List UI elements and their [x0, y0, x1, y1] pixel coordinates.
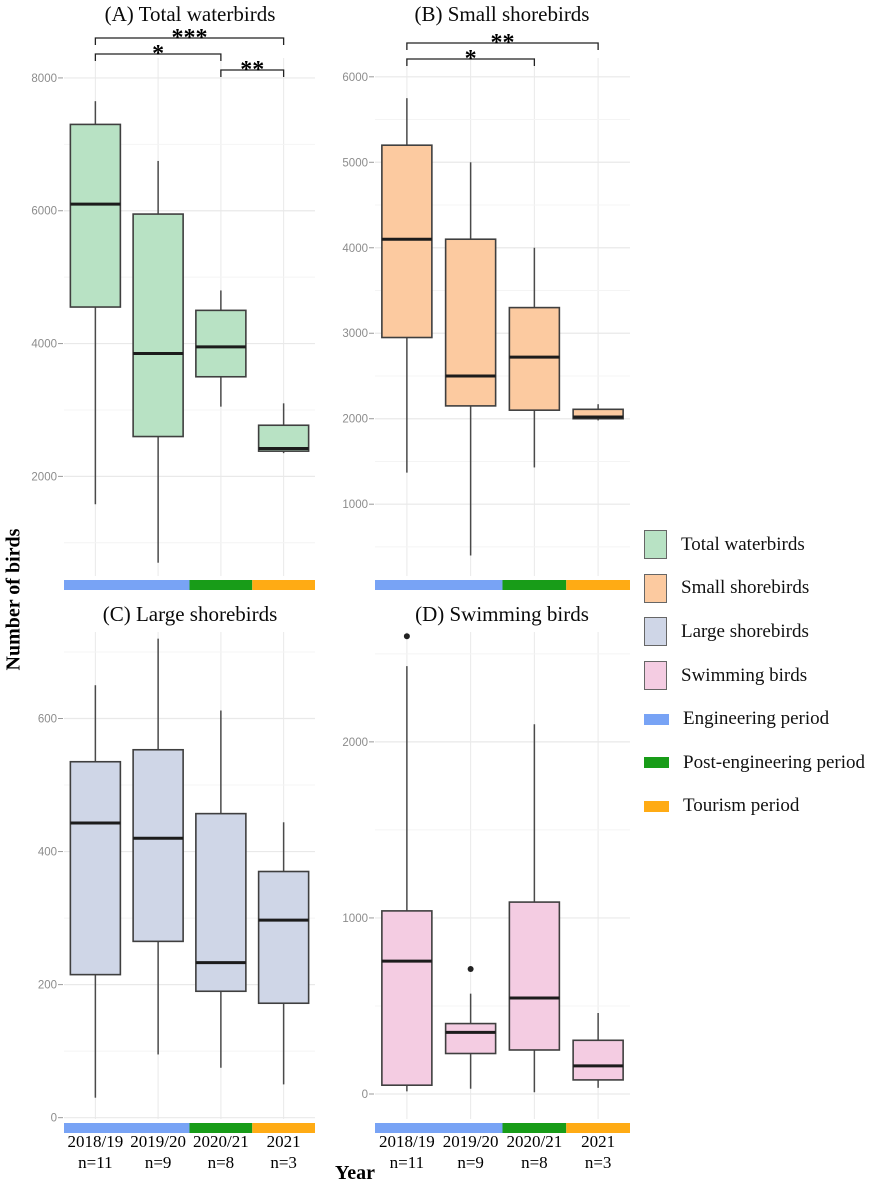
- panel-a-title: (A) Total waterbirds: [104, 2, 276, 26]
- panel-a-plot: [31, 25, 315, 590]
- y-tick-label: 1000: [342, 912, 368, 925]
- y-tick-label: 8000: [31, 72, 57, 85]
- x-category-label: 2020/21: [193, 1132, 249, 1151]
- legend-swatch-small-shorebirds: [644, 574, 667, 603]
- y-tick-label: 2000: [342, 413, 368, 426]
- legend-item-tourism-period: [644, 785, 865, 829]
- x-category-n-label: n=3: [584, 1153, 612, 1172]
- significance-label: *: [152, 41, 165, 67]
- x-category-label: 2021: [266, 1132, 301, 1151]
- legend-label-tourism-period: Tourism period: [683, 795, 800, 817]
- legend: [644, 523, 865, 828]
- panel-b-plot: [342, 30, 630, 590]
- period-bar-segment: [375, 580, 503, 590]
- boxplot-box: [133, 750, 183, 942]
- boxplot-box: [382, 145, 432, 337]
- legend-label-total-waterbirds: Total waterbirds: [681, 533, 805, 555]
- period-bar-segment: [503, 580, 567, 590]
- significance-label: **: [240, 57, 265, 83]
- x-category-label: 2019/20: [130, 1132, 186, 1151]
- outlier-point: [404, 633, 410, 639]
- significance-label: ***: [171, 25, 208, 51]
- outlier-point: [468, 966, 474, 972]
- x-category-label: 2021: [581, 1132, 616, 1151]
- x-category-n-label: n=9: [144, 1153, 172, 1172]
- y-tick-label: 4000: [31, 338, 57, 351]
- x-category-label: 2019/20: [442, 1132, 499, 1151]
- boxplot-box: [259, 872, 309, 1004]
- x-category-n-label: n=11: [389, 1153, 425, 1172]
- x-axis-title: Year: [335, 1162, 375, 1184]
- legend-swatch-engineering-period: [644, 714, 669, 725]
- x-category-label: 2018/19: [67, 1132, 124, 1151]
- x-category-label: 2018/19: [379, 1132, 435, 1151]
- legend-label-swimming-birds: Swimming birds: [681, 664, 808, 686]
- significance-label: **: [490, 30, 515, 56]
- boxplot-box: [196, 310, 246, 376]
- legend-item-swimming-birds: [644, 654, 865, 698]
- boxplot-box: [573, 1040, 623, 1080]
- legend-swatch-large-shorebirds: [644, 617, 667, 646]
- period-bar-segment: [190, 580, 253, 590]
- legend-item-small-shorebirds: [644, 567, 865, 611]
- legend-label-large-shorebirds: Large shorebirds: [681, 620, 809, 642]
- panel-b-title: (B) Small shorebirds: [414, 2, 590, 26]
- legend-swatch-post-engineering-period: [644, 757, 669, 768]
- legend-label-post-engineering-period: Post-engineering period: [683, 751, 866, 773]
- legend-swatch-swimming-birds: [644, 661, 667, 690]
- panel-d-title: (D) Swimming birds: [415, 602, 589, 626]
- period-bar-segment: [566, 580, 630, 590]
- boxplot-box: [196, 814, 246, 992]
- y-tick-label: 0: [50, 1112, 57, 1125]
- period-bar-segment: [64, 580, 190, 590]
- period-bar-segment: [252, 580, 315, 590]
- legend-swatch-total-waterbirds: [644, 530, 667, 559]
- y-tick-label: 6000: [31, 205, 57, 218]
- legend-item-total-waterbirds: [644, 523, 865, 567]
- boxplot-box: [133, 214, 183, 436]
- x-category-label: 2020/21: [506, 1132, 563, 1151]
- y-tick-label: 6000: [342, 71, 368, 84]
- x-category-n-label: n=8: [207, 1153, 235, 1172]
- y-tick-label: 2000: [31, 471, 57, 484]
- y-tick-label: 400: [37, 846, 57, 859]
- y-tick-label: 200: [37, 979, 57, 992]
- boxplot-box: [446, 1024, 496, 1054]
- significance-label: *: [464, 46, 477, 72]
- y-axis-title: Number of birds: [2, 528, 25, 671]
- legend-item-engineering-period: [644, 697, 865, 741]
- panel-c-plot: [38, 632, 315, 1172]
- panel-c-title: (C) Large shorebirds: [102, 602, 278, 626]
- legend-label-engineering-period: Engineering period: [683, 708, 830, 730]
- y-tick-label: 600: [37, 713, 57, 726]
- boxplot-box: [509, 902, 559, 1050]
- panel-d-plot: [342, 632, 630, 1172]
- y-tick-label: 2000: [342, 736, 368, 749]
- y-tick-label: 5000: [342, 157, 368, 170]
- boxplot-box: [509, 308, 559, 411]
- x-category-n-label: n=8: [521, 1153, 548, 1172]
- legend-swatch-tourism-period: [644, 801, 669, 812]
- x-category-n-label: n=11: [78, 1153, 113, 1172]
- legend-label-small-shorebirds: Small shorebirds: [681, 577, 810, 599]
- legend-item-post-engineering-period: [644, 741, 865, 785]
- y-tick-label: 3000: [342, 328, 368, 341]
- boxplot-box: [70, 124, 120, 307]
- legend-item-large-shorebirds: [644, 610, 865, 654]
- boxplot-box: [70, 762, 120, 975]
- boxplot-box: [382, 911, 432, 1085]
- y-tick-label: 1000: [342, 499, 368, 512]
- boxplot-box: [446, 239, 496, 406]
- x-category-n-label: n=9: [457, 1153, 484, 1172]
- y-tick-label: 0: [361, 1088, 368, 1101]
- y-tick-label: 4000: [342, 242, 368, 255]
- x-category-n-label: n=3: [270, 1153, 297, 1172]
